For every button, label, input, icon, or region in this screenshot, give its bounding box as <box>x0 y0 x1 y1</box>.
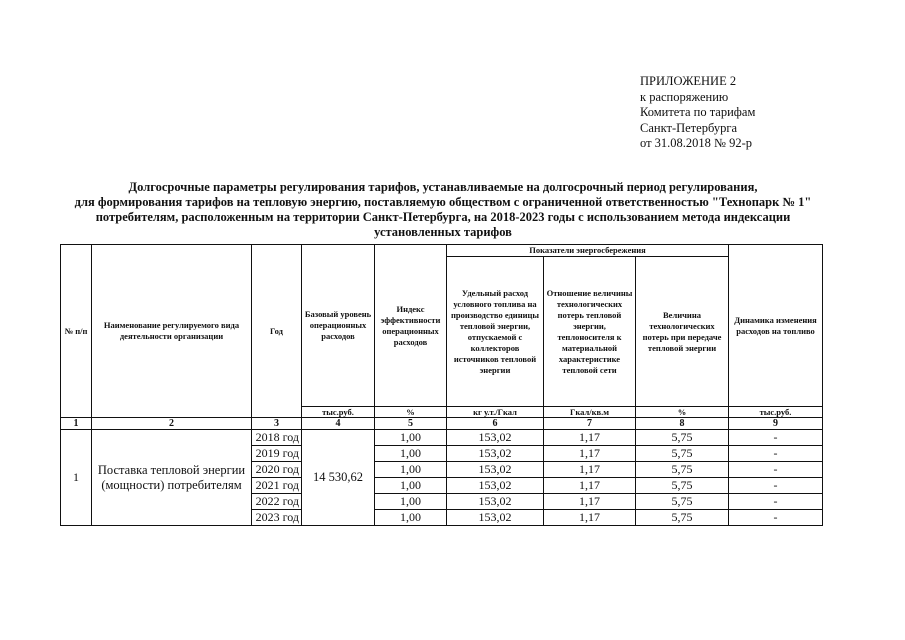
title-line: для формирования тарифов на тепловую энергию, поставляемую обществом с ограниченной ответственностью "Технопарк № 1" <box>74 195 812 209</box>
appendix-line: Комитета по тарифам <box>640 105 756 119</box>
cell-dynamics: - <box>729 430 823 446</box>
column-numbers-row <box>61 418 823 430</box>
cell-dynamics: - <box>729 510 823 526</box>
row-base-costs: 14 530,62 <box>302 430 375 526</box>
title-line: Долгосрочные параметры регулирования тарифов, устанавливаемые на долгосрочный период регулирования, <box>128 180 758 194</box>
header-fuel-consumption: Удельный расход условного топлива на производство единицы тепловой энергии, отпускаемой с коллекторов источников тепловой энергии <box>447 257 544 407</box>
column-number: 8 <box>636 418 729 430</box>
unit-losses: % <box>636 407 729 418</box>
cell-losses: 5,75 <box>636 430 729 446</box>
appendix-date: от 31.08.2018 № 92-р <box>640 136 753 150</box>
cell-ratio: 1,17 <box>544 494 636 510</box>
header-fuel-dynamics: Динамика изменения расходов на топливо <box>729 245 823 407</box>
header-tech-losses: Величина технологических потерь при передаче тепловой энергии <box>636 257 729 407</box>
cell-dynamics: - <box>729 446 823 462</box>
cell-fuel: 153,02 <box>447 462 544 478</box>
cell-index: 1,00 <box>375 430 447 446</box>
column-number: 2 <box>92 418 252 430</box>
column-number: 7 <box>544 418 636 430</box>
cell-index: 1,00 <box>375 510 447 526</box>
cell-index: 1,00 <box>375 446 447 462</box>
cell-losses: 5,75 <box>636 462 729 478</box>
cell-ratio: 1,17 <box>544 446 636 462</box>
document-title <box>58 180 828 240</box>
row-org: Поставка тепловой энергии (мощности) потребителям <box>92 430 252 526</box>
cell-fuel: 153,02 <box>447 446 544 462</box>
appendix-line: к распоряжению <box>640 89 729 104</box>
column-number: 1 <box>61 418 92 430</box>
row-num: 1 <box>61 430 92 526</box>
cell-losses: 5,75 <box>636 478 729 494</box>
tariff-parameters-table <box>60 244 823 526</box>
cell-fuel: 153,02 <box>447 430 544 446</box>
column-number: 5 <box>375 418 447 430</box>
header-year: Год <box>252 245 302 418</box>
cell-year: 2020 год <box>252 462 302 478</box>
header-energy-saving-group: Показатели энергосбережения <box>447 245 729 257</box>
cell-fuel: 153,02 <box>447 510 544 526</box>
header-num: № п/п <box>61 245 92 418</box>
cell-losses: 5,75 <box>636 494 729 510</box>
cell-index: 1,00 <box>375 494 447 510</box>
cell-fuel: 153,02 <box>447 478 544 494</box>
cell-ratio: 1,17 <box>544 478 636 494</box>
column-number: 3 <box>252 418 302 430</box>
appendix-heading: ПРИЛОЖЕНИЕ 2 <box>640 74 737 88</box>
cell-ratio: 1,17 <box>544 510 636 526</box>
cell-index: 1,00 <box>375 478 447 494</box>
appendix-line: Санкт-Петербурга <box>640 120 738 135</box>
cell-fuel: 153,02 <box>447 494 544 510</box>
cell-year: 2022 год <box>252 494 302 510</box>
unit-ratio: Гкал/кв.м <box>544 407 636 418</box>
cell-dynamics: - <box>729 462 823 478</box>
title-line: установленных тарифов <box>374 225 512 239</box>
header-org: Наименование регулируемого вида деятельности организации <box>92 245 252 418</box>
cell-losses: 5,75 <box>636 446 729 462</box>
cell-dynamics: - <box>729 494 823 510</box>
cell-ratio: 1,17 <box>544 430 636 446</box>
cell-dynamics: - <box>729 478 823 494</box>
table-row <box>61 430 823 446</box>
unit-index: % <box>375 407 447 418</box>
header-base-costs: Базовый уровень операционных расходов <box>302 245 375 407</box>
cell-losses: 5,75 <box>636 510 729 526</box>
cell-year: 2019 год <box>252 446 302 462</box>
appendix-block <box>640 74 755 152</box>
header-efficiency-index: Индекс эффективности операционных расходов <box>375 245 447 407</box>
column-number: 4 <box>302 418 375 430</box>
cell-year: 2021 год <box>252 478 302 494</box>
header-loss-ratio: Отношение величины технологических потерь тепловой энергии, теплоносителя к материальной характеристике тепловой сети <box>544 257 636 407</box>
cell-year: 2018 год <box>252 430 302 446</box>
unit-fuel: кг у.т./Гкал <box>447 407 544 418</box>
column-number: 6 <box>447 418 544 430</box>
unit-base: тыс.руб. <box>302 407 375 418</box>
unit-dynamics: тыс.руб. <box>729 407 823 418</box>
column-number: 9 <box>729 418 823 430</box>
cell-ratio: 1,17 <box>544 462 636 478</box>
title-line: потребителям, расположенным на территории Санкт-Петербурга, на 2018-2023 годы с использованием метода индексации <box>95 210 791 224</box>
cell-year: 2023 год <box>252 510 302 526</box>
cell-index: 1,00 <box>375 462 447 478</box>
